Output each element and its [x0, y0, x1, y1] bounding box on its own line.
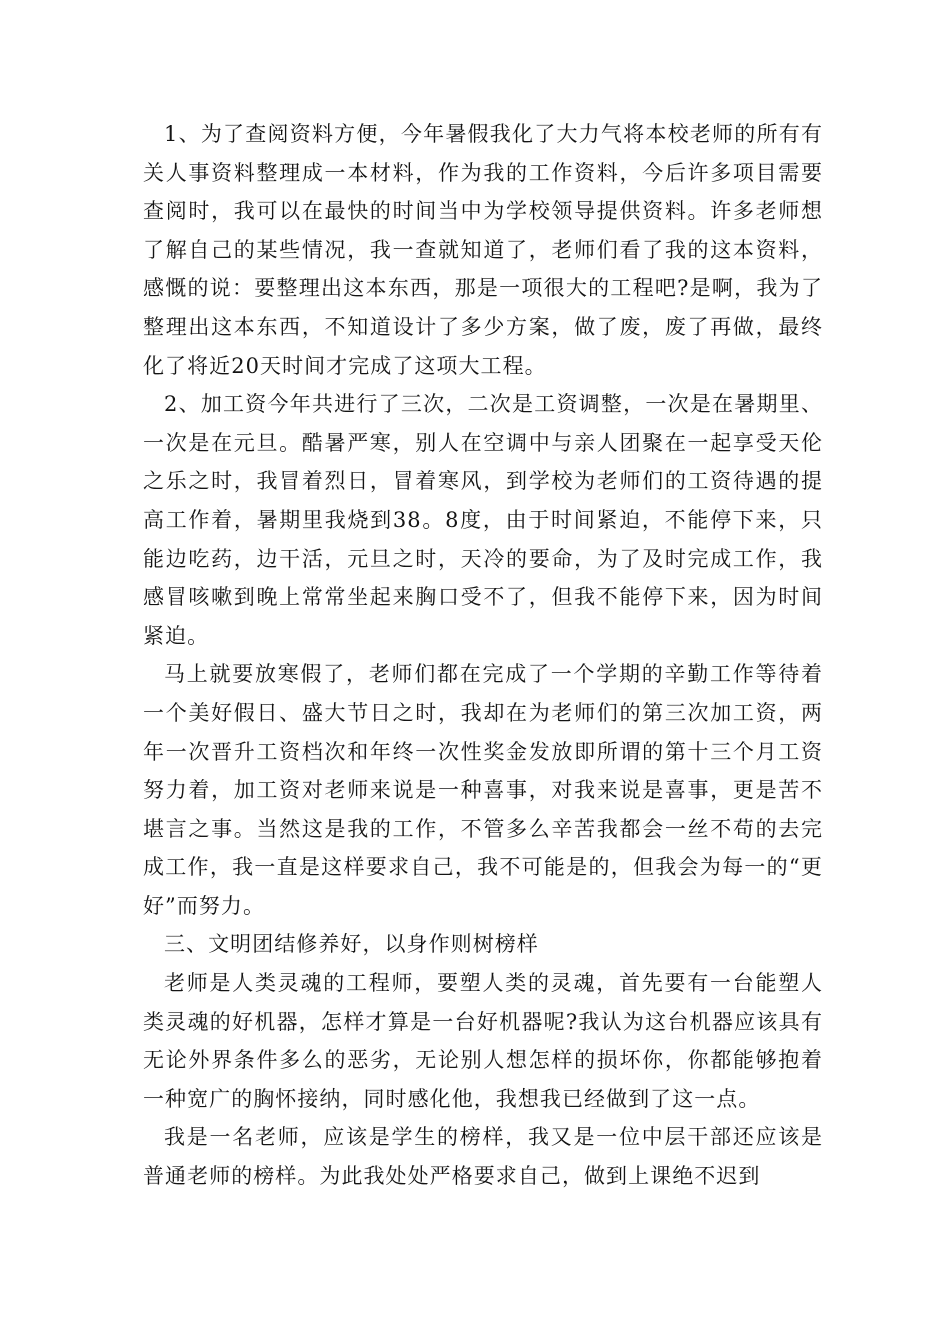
paragraph-2: 2、加工资今年共进行了三次，二次是工资调整，一次是在暑期里、一次是在元旦。酷暑严寒，别人在空调中与亲人团聚在一起享受天伦之乐之时，我冒着烈日，冒着寒风，到学校为老师们的工资待遇的提高工作着，暑期里我烧到38。8度，由于时间紧迫，不能停下来，只能边吃药，边干活，元旦之时，天冷的要命，为了及时完成工作，我感冒咳嗽到晚上常常坐起来胸口受不了，但我不能停下来，因为时间紧迫。	[143, 392, 823, 648]
document-body	[143, 115, 823, 1196]
section-heading: 三、文明团结修养好，以身作则树榜样	[164, 932, 539, 957]
paragraph-1: 1、为了查阅资料方便，今年暑假我化了大力气将本校老师的所有有关人事资料整理成一本材料，作为我的工作资料，今后许多项目需要查阅时，我可以在最快的时间当中为学校领导提供资料。许多老师想了解自己的某些情况，我一查就知道了，老师们看了我的这本资料，感慨的说：要整理出这本东西，那是一项很大的工程吧?是啊，我为了整理出这本东西，不知道设计了多少方案，做了废，废了再做，最终化了将近20天时间才完成了这项大工程。	[143, 122, 823, 378]
paragraph-5: 我是一名老师，应该是学生的榜样，我又是一位中层干部还应该是普通老师的榜样。为此我处处严格要求自己，做到上课绝不迟到	[143, 1125, 823, 1189]
paragraph-4: 老师是人类灵魂的工程师，要塑人类的灵魂，首先要有一台能塑人类灵魂的好机器，怎样才算是一台好机器呢?我认为这台机器应该具有无论外界条件多么的恶劣，无论别人想怎样的损坏你，你都能够抱着一种宽广的胸怀接纳，同时感化他，我想我已经做到了这一点。	[143, 971, 823, 1111]
paragraph-3: 马上就要放寒假了，老师们都在完成了一个学期的辛勤工作等待着一个美好假日、盛大节日之时，我却在为老师们的第三次加工资，两年一次晋升工资档次和年终一次性奖金发放即所谓的第十三个月工资努力着，加工资对老师来说是一种喜事，对我来说是喜事，更是苦不堪言之事。当然这是我的工作，不管多么辛苦我都会一丝不苟的去完成工作，我一直是这样要求自己，我不可能是的，但我会为每一的“更好”而努力。	[143, 662, 823, 918]
